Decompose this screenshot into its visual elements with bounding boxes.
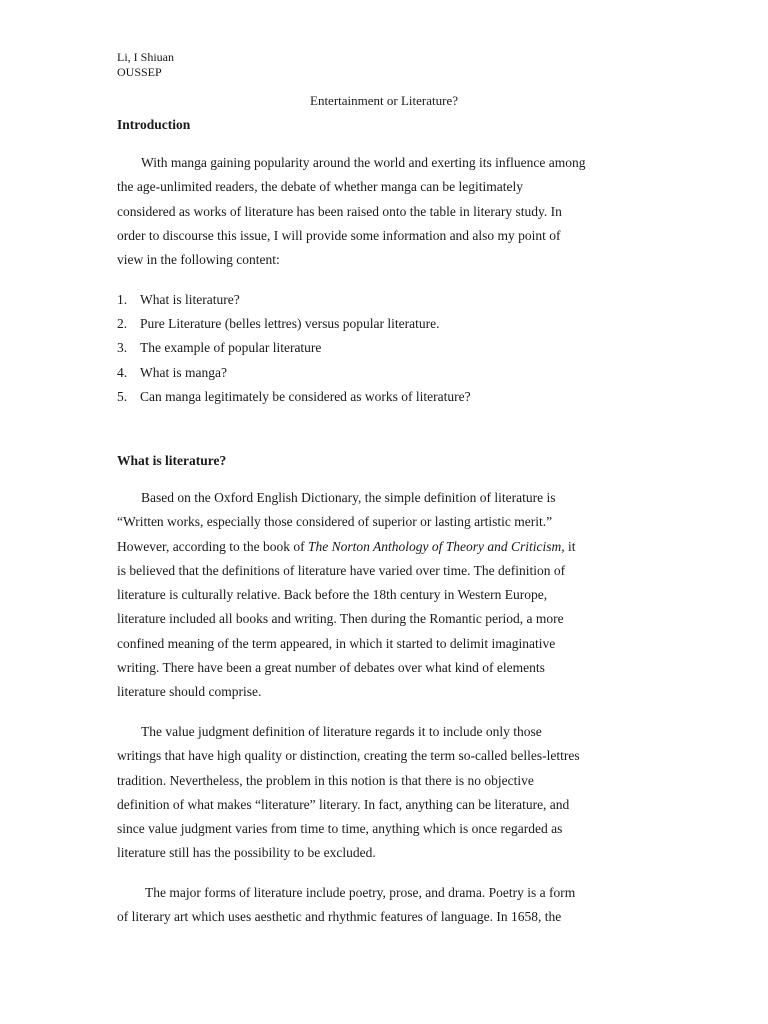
heading-what-is-literature: What is literature?: [117, 453, 227, 468]
paragraph-line: literature still has the possibility to be excluded.: [117, 845, 376, 861]
list-item: [117, 288, 471, 312]
list-item-number: 4.: [117, 364, 128, 380]
paragraph-line: [117, 535, 657, 559]
paragraph-line: considered as works of literature has been raised onto the table in literary study. In: [117, 203, 562, 219]
paragraph-line: The major forms of literature include poetry, prose, and drama. Poetry is a form: [145, 885, 576, 900]
list-item: [117, 361, 471, 385]
paragraph-line: writing. There have been a great number of debates over what kind of elements: [117, 660, 545, 676]
paragraph-line: “Written works, especially those considered of superior or lasting artistic merit.”: [117, 514, 553, 530]
paragraph-line: view in the following content:: [117, 252, 280, 268]
list-item-number: 2.: [117, 316, 128, 332]
introduction-paragraph: [117, 151, 657, 272]
author-name: Li, I Shiuan: [117, 50, 174, 64]
literature-paragraph-3: [117, 881, 657, 930]
paragraph-line: confined meaning of the term appeared, in which it started to delimit imaginative: [117, 635, 556, 651]
topic-list: [117, 288, 471, 409]
document-title: Entertainment or Literature?: [310, 93, 458, 108]
list-item: [117, 336, 471, 360]
heading-introduction: Introduction: [117, 117, 191, 132]
paragraph-line: definition of what makes “literature” literary. In fact, anything can be literature, and: [117, 796, 570, 812]
author-header: [117, 50, 174, 80]
paragraph-line: order to discourse this issue, I will provide some information and also my point of: [117, 227, 561, 243]
list-item-text: The example of popular literature: [140, 340, 322, 356]
literature-paragraph-2: [117, 720, 657, 866]
paragraph-line: of literary art which uses aesthetic and rhythmic features of language. In 1658, the: [117, 909, 562, 925]
list-item: [117, 385, 471, 409]
line-text: it: [564, 538, 576, 554]
paragraph-line: literature should comprise.: [117, 684, 262, 700]
paragraph-line: writings that have high quality or distinction, creating the term so-called belles-lettres: [117, 748, 580, 764]
line-text: However, according to the book of: [117, 538, 309, 554]
list-item-text: What is manga?: [140, 364, 227, 380]
list-item: [117, 312, 471, 336]
list-item-number: 1.: [117, 292, 128, 307]
paragraph-line: literature is culturally relative. Back before the 18th century in Western Europe,: [117, 587, 548, 603]
paragraph-line: the age-unlimited readers, the debate of whether manga can be legitimately: [117, 179, 523, 195]
list-item-text: Pure Literature (belles lettres) versus popular literature.: [140, 316, 440, 332]
paragraph-line: The value judgment definition of literature regards it to include only those: [141, 724, 542, 739]
paragraph-line: tradition. Nevertheless, the problem in this notion is that there is no objective: [117, 772, 534, 788]
paragraph-line: literature included all books and writing. Then during the Romantic period, a more: [117, 611, 564, 627]
author-affiliation: OUSSEP: [117, 65, 162, 79]
list-item-number: 5.: [117, 388, 128, 404]
paragraph-line: since value judgment varies from time to time, anything which is once regarded as: [117, 821, 563, 837]
book-title: The Norton Anthology of Theory and Criticism,: [308, 538, 565, 554]
literature-paragraph-1: [117, 486, 657, 705]
paragraph-line: Based on the Oxford English Dictionary, the simple definition of literature is: [141, 490, 556, 505]
list-item-number: 3.: [117, 340, 128, 356]
paragraph-line: With manga gaining popularity around the world and exerting its influence among: [141, 155, 586, 170]
paragraph-line: is believed that the definitions of literature have varied over time. The definition of: [117, 562, 566, 578]
list-item-text: Can manga legitimately be considered as works of literature?: [140, 388, 471, 404]
list-item-text: What is literature?: [140, 292, 240, 307]
